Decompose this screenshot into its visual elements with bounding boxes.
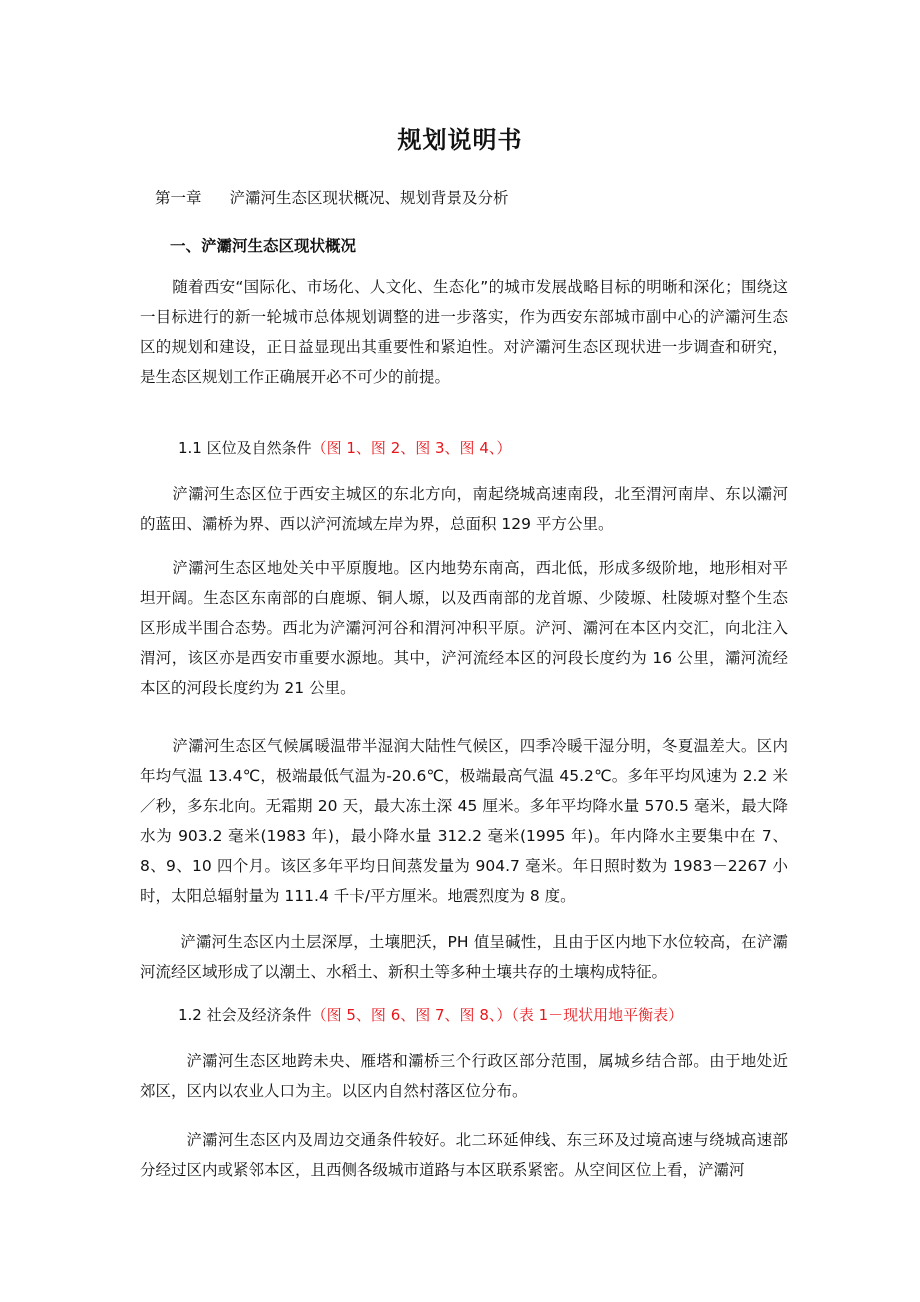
paragraph-location: 浐灞河生态区位于西安主城区的东北方向，南起绕城高速南段，北至渭河南岸、东以灞河的蓝田、灞桥为界、西以浐河流域左岸为界，总面积 129 平方公里。 (140, 485, 788, 533)
paragraph-climate: 浐灞河生态区气候属暖温带半湿润大陆性气候区，四季冷暖干湿分明，冬夏温差大。区内年均气温 13.4℃，极端最低气温为-20.6℃，极端最高气温 45.2℃。多年平均风速为 2.2 米／秒，多东北向。无霜期 20 天，最大冻土深 45 厘米。多年平均降水量 570.5 毫米，最大降水为 903.2 毫米(1983 年)，最小降水量 312.2 毫米(1995 年)。年内降水主要集中在 7、8、9、10 四个月。该区多年平均日间蒸发量为 904.7 毫米。年日照时数为 1983－2267 小时，太阳总辐射量为 111.4 千卡/平方厘米。地震烈度为 8 度。 (140, 737, 788, 905)
subsection-label: 1.2 社会及经济条件 (178, 1006, 312, 1024)
chapter-number: 第一章 (155, 189, 202, 207)
intro-paragraph: 随着西安“国际化、市场化、人文化、生态化”的城市发展战略目标的明晰和深化；围绕这一目标进行的新一轮城市总体规划调整的进一步落实，作为西安东部城市副中心的浐灞河生态区的规划和建设，正日益显现出其重要性和紧迫性。对浐灞河生态区现状进一步调查和研究，是生态区规划工作正确展开必不可少的前提。 (140, 278, 788, 386)
subsection-1-2 (178, 1004, 683, 1025)
chapter-title: 浐灞河生态区现状概况、规划背景及分析 (229, 189, 509, 207)
subsection-label: 1.1 区位及自然条件 (178, 439, 312, 457)
paragraph-terrain: 浐灞河生态区地处关中平原腹地。区内地势东南高，西北低，形成多级阶地，地形相对平坦开阔。生态区东南部的白鹿塬、铜人塬，以及西南部的龙首塬、少陵塬、杜陵塬对整个生态区形成半围合态势。西北为浐灞河河谷和渭河冲积平原。浐河、灞河在本区内交汇，向北注入渭河，该区亦是西安市重要水源地。其中，浐河流经本区的河段长度约为 16 公里，灞河流经本区的河段长度约为 21 公里。 (140, 559, 788, 697)
figure-refs: （图 5、图 6、图 7、图 8、）（表 1－现状用地平衡表） (311, 1006, 684, 1024)
section-heading: 一、浐灞河生态区现状概况 (170, 237, 357, 255)
subsection-1-1 (178, 437, 511, 458)
document-title: 规划说明书 (397, 126, 523, 154)
chapter-heading (155, 186, 509, 208)
paragraph-soil: 浐灞河生态区内土层深厚，土壤肥沃，PH 值呈碱性，且由于区内地下水位较高，在浐灞河流经区域形成了以潮土、水稻土、新积土等多种土壤共存的土壤构成特征。 (140, 933, 788, 981)
figure-refs: （图 1、图 2、图 3、图 4、） (311, 439, 512, 457)
paragraph-society: 浐灞河生态区地跨未央、雁塔和灞桥三个行政区部分范围，属城乡结合部。由于地处近郊区，区内以农业人口为主。以区内自然村落区位分布。 (140, 1052, 788, 1100)
paragraph-transport: 浐灞河生态区内及周边交通条件较好。北二环延伸线、东三环及过境高速与绕城高速部分经过区内或紧邻本区，且西侧各级城市道路与本区联系紧密。从空间区位上看，浐灞河 (140, 1131, 788, 1179)
